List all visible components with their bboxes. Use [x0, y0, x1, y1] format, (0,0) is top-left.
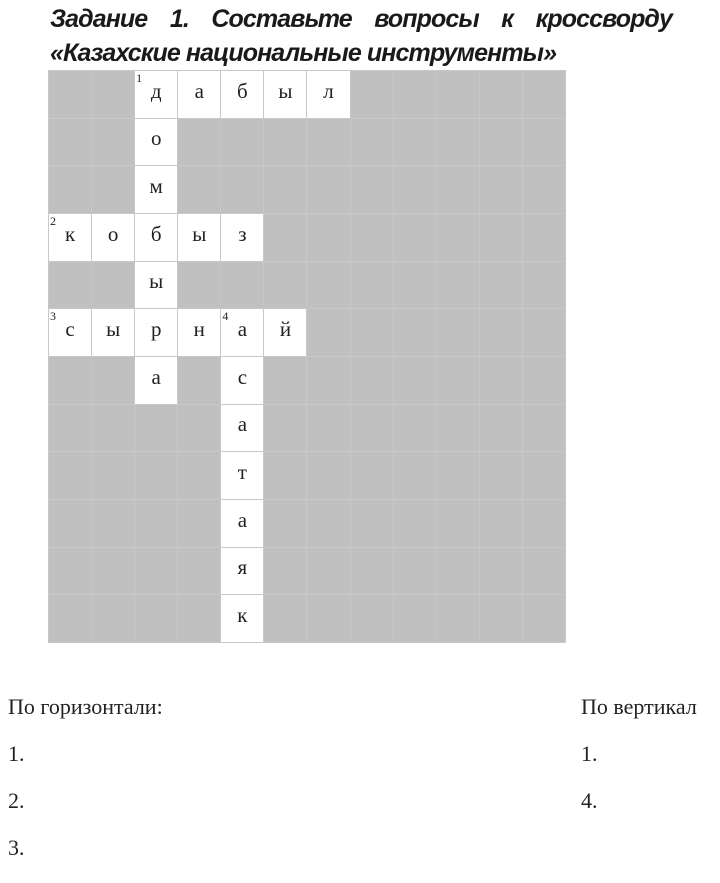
crossword-letter-cell [264, 309, 306, 356]
crossword-blank-cell [394, 405, 436, 452]
cell-letter: а [151, 364, 161, 389]
crossword-blank-cell [178, 405, 220, 452]
crossword-blank-cell [523, 262, 565, 309]
cell-letter: а [237, 317, 248, 342]
crossword-blank-cell [351, 595, 393, 642]
crossword-letter-cell [135, 119, 177, 166]
crossword-blank-cell [49, 595, 91, 642]
across-heading: По горизонтали: [8, 694, 163, 719]
crossword-blank-cell [92, 452, 134, 499]
cell-letter: я [237, 555, 248, 580]
crossword-letter-cell [49, 214, 91, 261]
crossword-blank-cell [437, 500, 479, 547]
crossword-letter-cell [92, 214, 134, 261]
crossword-blank-cell [221, 119, 263, 166]
crossword-blank-cell [394, 595, 436, 642]
crossword-blank-cell [394, 214, 436, 261]
crossword-blank-cell [49, 119, 91, 166]
crossword-blank-cell [221, 262, 263, 309]
down-clue-1: 1. [581, 741, 598, 766]
crossword-blank-cell [92, 548, 134, 595]
crossword-letter-cell [307, 71, 349, 118]
crossword-blank-cell [307, 452, 349, 499]
clue-number: 4 [222, 309, 229, 324]
down-heading: По вертикал [581, 694, 697, 719]
crossword-blank-cell [178, 166, 220, 213]
crossword-blank-cell [523, 71, 565, 118]
crossword-blank-cell [264, 405, 306, 452]
cell-letter: ы [278, 78, 293, 103]
crossword-blank-cell [264, 452, 306, 499]
crossword-blank-cell [178, 548, 220, 595]
crossword-letter-cell [221, 71, 263, 118]
crossword-blank-cell [394, 309, 436, 356]
crossword-blank-cell [523, 357, 565, 404]
cell-letter: с [65, 317, 75, 342]
crossword-letter-cell [221, 309, 263, 356]
task-title [50, 2, 672, 70]
crossword-blank-cell [351, 309, 393, 356]
crossword-blank-cell [221, 166, 263, 213]
crossword-blank-cell [394, 119, 436, 166]
crossword-blank-cell [135, 452, 177, 499]
crossword-letter-cell [135, 357, 177, 404]
across-clue-2: 2. [8, 788, 25, 813]
crossword-letter-cell [135, 262, 177, 309]
crossword-blank-cell [135, 548, 177, 595]
crossword-blank-cell [264, 166, 306, 213]
cell-letter: о [107, 221, 119, 246]
crossword-blank-cell [394, 166, 436, 213]
crossword-letter-cell [49, 309, 91, 356]
crossword-blank-cell [394, 357, 436, 404]
crossword-blank-cell [92, 262, 134, 309]
crossword-blank-cell [49, 452, 91, 499]
crossword-blank-cell [480, 309, 522, 356]
crossword-blank-cell [264, 357, 306, 404]
crossword-blank-cell [523, 119, 565, 166]
crossword-blank-cell [307, 357, 349, 404]
crossword-blank-cell [178, 357, 220, 404]
crossword-blank-cell [523, 309, 565, 356]
crossword-blank-cell [437, 595, 479, 642]
crossword-blank-cell [394, 452, 436, 499]
crossword-blank-cell [49, 405, 91, 452]
cell-letter: ы [149, 269, 164, 294]
crossword-blank-cell [480, 71, 522, 118]
crossword-blank-cell [49, 262, 91, 309]
crossword-blank-cell [480, 500, 522, 547]
crossword-letter-cell [221, 548, 263, 595]
crossword-blank-cell [351, 71, 393, 118]
crossword-blank-cell [92, 71, 134, 118]
crossword-blank-cell [135, 595, 177, 642]
cell-letter: ы [106, 317, 121, 342]
cell-letter: т [237, 460, 247, 485]
crossword-letter-cell [221, 357, 263, 404]
crossword-blank-cell [264, 548, 306, 595]
cell-letter: с [237, 364, 248, 389]
crossword-blank-cell [480, 452, 522, 499]
crossword-blank-cell [351, 119, 393, 166]
crossword-blank-cell [351, 548, 393, 595]
crossword-blank-cell [523, 452, 565, 499]
crossword-blank-cell [394, 548, 436, 595]
cell-letter: н [193, 317, 205, 342]
crossword-blank-cell [394, 500, 436, 547]
cell-letter: о [150, 126, 162, 151]
crossword-blank-cell [178, 595, 220, 642]
crossword-blank-cell [135, 405, 177, 452]
crossword-letter-cell [221, 595, 263, 642]
crossword-blank-cell [178, 452, 220, 499]
cell-letter: з [238, 221, 247, 246]
crossword-blank-cell [351, 500, 393, 547]
crossword-blank-cell [351, 214, 393, 261]
crossword-blank-cell [135, 500, 177, 547]
crossword-letter-cell [221, 405, 263, 452]
crossword-blank-cell [437, 357, 479, 404]
crossword-letter-cell [221, 452, 263, 499]
clue-number: 1 [136, 71, 143, 85]
crossword-blank-cell [437, 71, 479, 118]
crossword-blank-cell [307, 500, 349, 547]
crossword-blank-cell [351, 357, 393, 404]
crossword-blank-cell [92, 595, 134, 642]
crossword-blank-cell [480, 214, 522, 261]
crossword-letter-cell [221, 500, 263, 547]
crossword-blank-cell [49, 357, 91, 404]
crossword-blank-cell [92, 405, 134, 452]
cell-letter: к [237, 603, 248, 628]
crossword-letter-cell [178, 214, 220, 261]
crossword-blank-cell [307, 548, 349, 595]
crossword-blank-cell [264, 214, 306, 261]
crossword-blank-cell [307, 595, 349, 642]
crossword-blank-cell [394, 262, 436, 309]
crossword-blank-cell [523, 500, 565, 547]
crossword-blank-cell [480, 548, 522, 595]
crossword-letter-cell [178, 71, 220, 118]
crossword-blank-cell [307, 119, 349, 166]
cell-letter: б [150, 221, 162, 246]
clue-number: 3 [50, 309, 56, 324]
crossword-blank-cell [351, 452, 393, 499]
crossword-blank-cell [307, 405, 349, 452]
crossword-blank-cell [437, 309, 479, 356]
crossword-blank-cell [437, 548, 479, 595]
crossword-blank-cell [49, 548, 91, 595]
cell-letter: д [150, 78, 162, 103]
crossword-blank-cell [178, 119, 220, 166]
clue-number: 2 [50, 214, 56, 228]
crossword-letter-cell [135, 309, 177, 356]
crossword-blank-cell [437, 166, 479, 213]
crossword-blank-cell [307, 262, 349, 309]
cell-letter: л [323, 78, 334, 103]
crossword-blank-cell [523, 214, 565, 261]
cell-letter: б [237, 78, 248, 103]
crossword-blank-cell [480, 262, 522, 309]
down-clue-4: 4. [581, 788, 598, 813]
crossword-blank-cell [49, 71, 91, 118]
crossword-blank-cell [264, 119, 306, 166]
crossword-blank-cell [523, 166, 565, 213]
across-clue-1: 1. [8, 741, 25, 766]
crossword-letter-cell [264, 71, 306, 118]
task-title-line-2: «Казахские национальные инструменты» [50, 39, 557, 67]
crossword-blank-cell [480, 595, 522, 642]
crossword-blank-cell [92, 119, 134, 166]
crossword-blank-cell [523, 595, 565, 642]
crossword-blank-cell [307, 166, 349, 213]
crossword-blank-cell [480, 119, 522, 166]
crossword-blank-cell [480, 357, 522, 404]
crossword-blank-cell [480, 166, 522, 213]
crossword-blank-cell [92, 357, 134, 404]
crossword-blank-cell [437, 405, 479, 452]
crossword-letter-cell [178, 309, 220, 356]
crossword-blank-cell [49, 166, 91, 213]
task-title-line-1: Задание 1. Составьте вопросы к кроссворду [50, 5, 672, 33]
crossword-blank-cell [351, 166, 393, 213]
crossword-blank-cell [351, 262, 393, 309]
crossword-grid [48, 70, 566, 643]
cell-letter: м [149, 174, 163, 199]
crossword-blank-cell [437, 214, 479, 261]
crossword-blank-cell [307, 214, 349, 261]
crossword-blank-cell [49, 500, 91, 547]
cell-letter: ы [192, 221, 207, 246]
crossword-letter-cell [92, 309, 134, 356]
crossword-blank-cell [178, 500, 220, 547]
crossword-blank-cell [264, 500, 306, 547]
cell-letter: а [237, 507, 248, 532]
crossword-blank-cell [92, 166, 134, 213]
across-clue-3: 3. [8, 835, 25, 860]
crossword-blank-cell [523, 405, 565, 452]
crossword-blank-cell [394, 71, 436, 118]
cell-letter: а [194, 78, 204, 103]
crossword-blank-cell [437, 119, 479, 166]
cell-letter: а [237, 412, 248, 437]
crossword-blank-cell [307, 309, 349, 356]
cell-letter: р [150, 317, 162, 342]
crossword-blank-cell [437, 262, 479, 309]
crossword-blank-cell [437, 452, 479, 499]
crossword-blank-cell [178, 262, 220, 309]
crossword-blank-cell [351, 405, 393, 452]
crossword-letter-cell [135, 214, 177, 261]
crossword-blank-cell [264, 262, 306, 309]
crossword-letter-cell [135, 71, 177, 118]
crossword-blank-cell [480, 405, 522, 452]
crossword-blank-cell [264, 595, 306, 642]
cell-letter: й [279, 317, 292, 342]
crossword-letter-cell [135, 166, 177, 213]
crossword-letter-cell [221, 214, 263, 261]
crossword-blank-cell [92, 500, 134, 547]
cell-letter: к [64, 221, 76, 246]
crossword-blank-cell [523, 548, 565, 595]
